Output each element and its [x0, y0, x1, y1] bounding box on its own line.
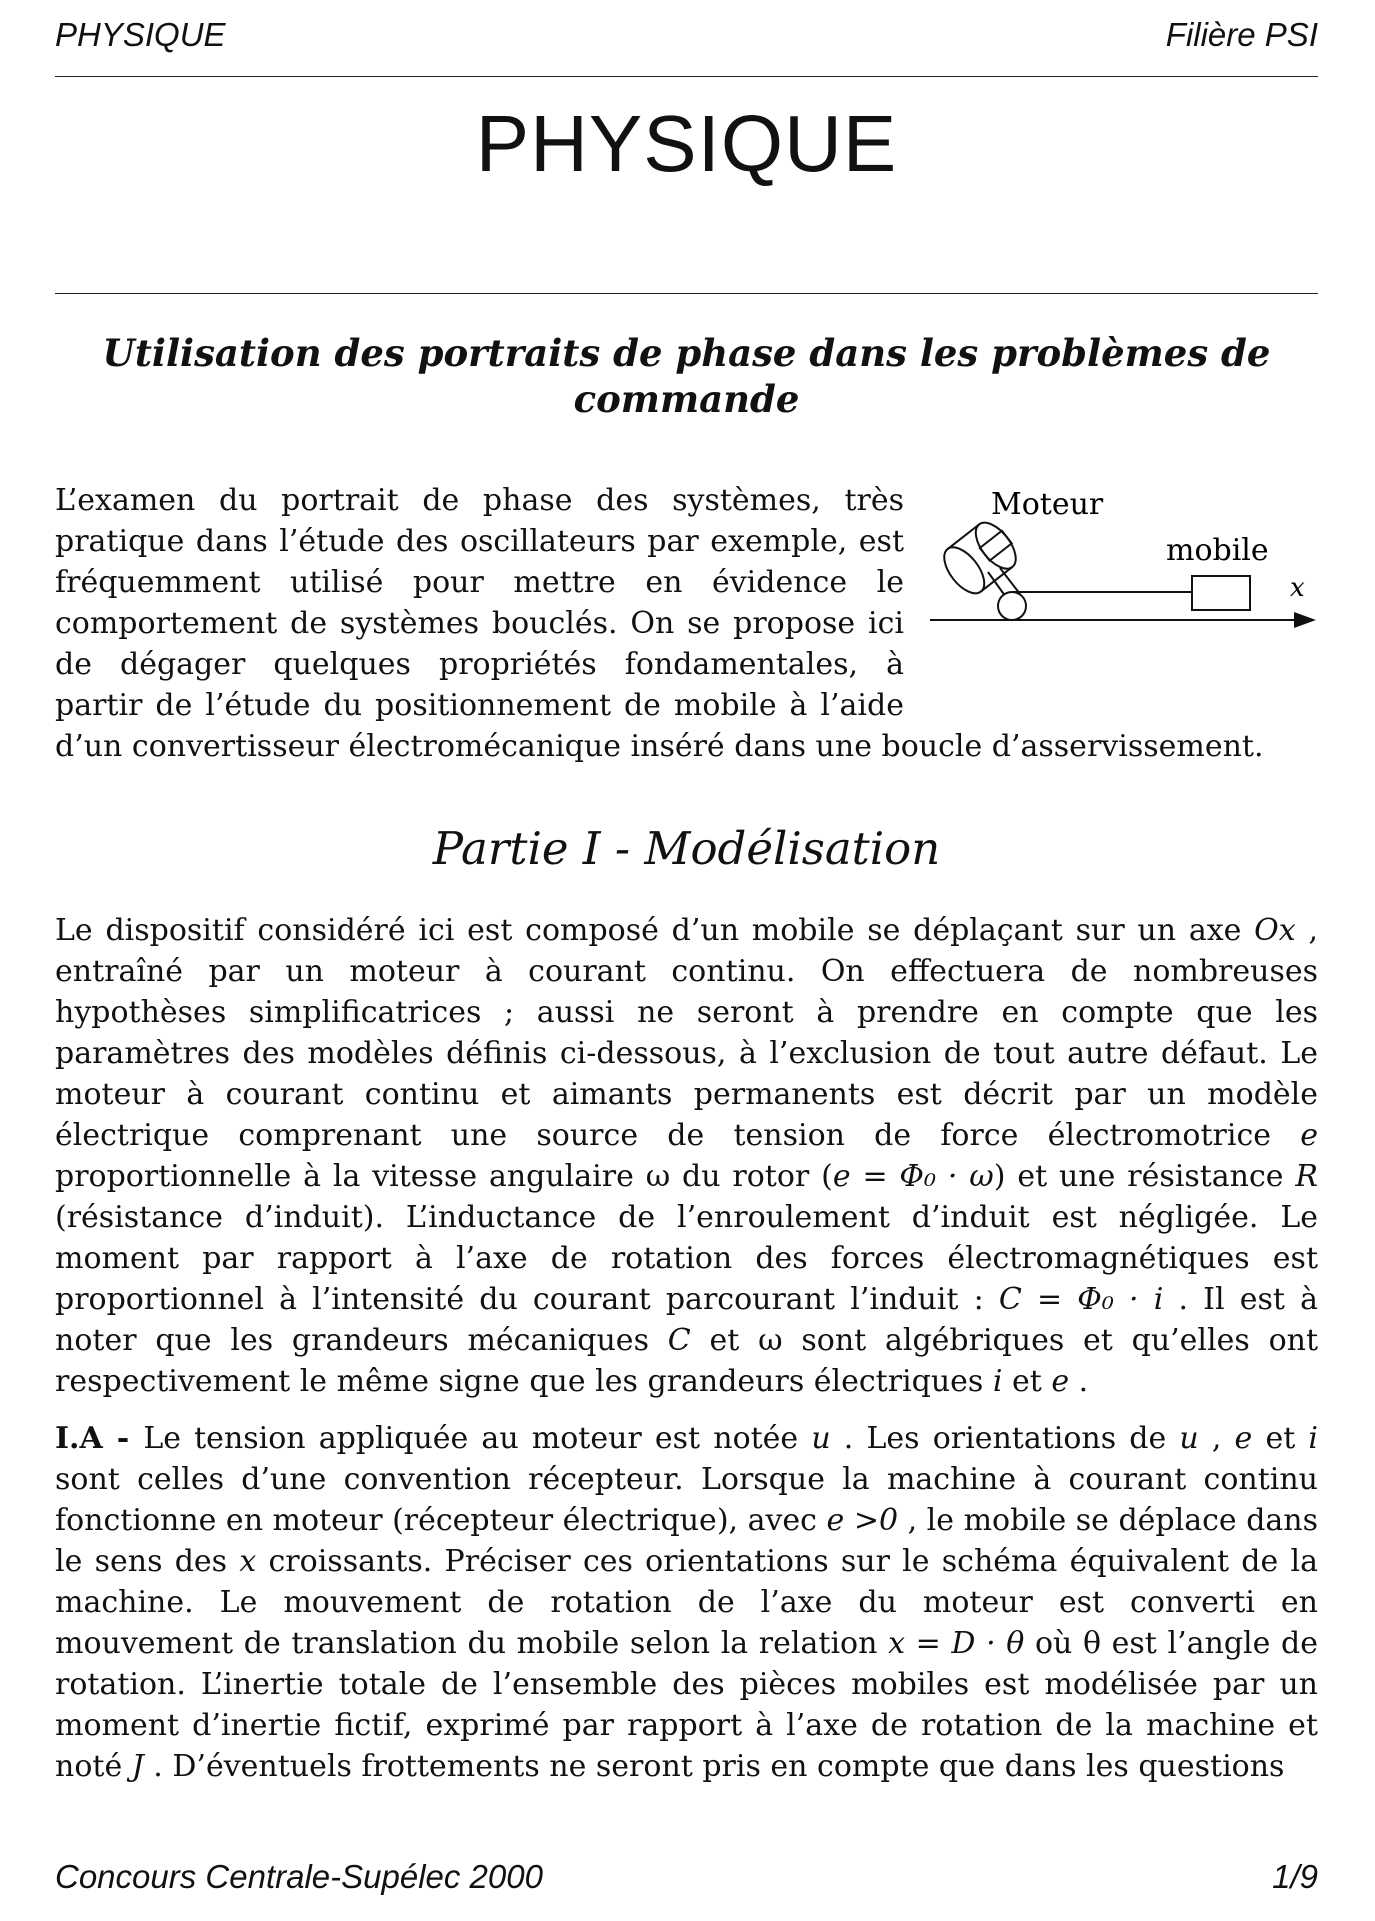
text-run: . Les orientations de	[830, 1421, 1180, 1456]
math-u: u	[1179, 1421, 1199, 1456]
x-axis-arrow	[930, 612, 1316, 628]
math-r: R	[1295, 1159, 1318, 1194]
text-run: ,	[1198, 1421, 1235, 1456]
math-translation-relation: x = D · θ	[888, 1626, 1025, 1661]
text-run: . Il est à noter que les grandeurs mécaniques	[55, 1282, 1318, 1358]
math-emf-relation: e = Φ₀ · ω	[832, 1159, 994, 1194]
exam-page	[55, 0, 1318, 1921]
text-run: proportionnelle à la vitesse angulaire ω du rotor (	[55, 1159, 833, 1194]
math-c: C	[667, 1323, 691, 1358]
model-paragraph	[55, 910, 1318, 1402]
intro-paragraph: L’examen du portrait de phase des systèmes, très pratique dans l’étude des oscillateurs par exemple, est fréquemment utilisé pour mettre en évidence le comportement de systèmes bouclés. On se propose ici de dégager quelques propriétés fondamentales, à partir de l’étude du positionnement de mobile à l’aide d’un convertisseur électromécanique inséré dans une boucle d’asservissement.	[55, 483, 1264, 764]
text-run: (résistance d’induit). L’inductance de l’enroulement d’induit est négligée. Le moment par rapport à l’axe de rotation des forces électromagnétiques est proportionnel à l’intensité du courant parcourant l’induit :	[55, 1200, 1318, 1317]
text-run: et	[1252, 1421, 1309, 1456]
text-run: croissants. Préciser ces orientations sur le schéma équivalent de la machine. Le mouvement de rotation de l’axe du moteur est converti en mouvement de translation du mobile selon la relation	[55, 1544, 1318, 1661]
math-ox: Ox	[1254, 913, 1296, 948]
title-rule	[55, 293, 1318, 294]
mobile-label: mobile	[1166, 533, 1269, 568]
header-track: Filière PSI	[1165, 16, 1318, 53]
text-run: et ω sont algébriques et qu’elles ont respectivement le même signe que les grandeurs électriques	[55, 1323, 1319, 1399]
math-i: i	[992, 1364, 1003, 1399]
text-run: .	[1069, 1364, 1089, 1399]
text-run: où θ est l’angle de rotation. L’inertie totale de l’ensemble des pièces mobiles est modélisée par un moment d’inertie fictif, exprimé par rapport à l’axe de rotation de la machine et noté	[55, 1626, 1318, 1784]
math-e: e	[1234, 1421, 1253, 1456]
math-e: e	[1051, 1364, 1070, 1399]
footer-contest: Concours Centrale-Supélec 2000	[55, 1858, 543, 1895]
text-run: sont celles d’une convention récepteur. Lorsque la machine à courant continu fonctionne en moteur (récepteur électrique), avec	[55, 1462, 1318, 1538]
problem-subtitle: Utilisation des portraits de phase dans les problèmes de commande	[102, 331, 1271, 421]
motor-body-icon	[937, 516, 1026, 620]
part-title: Partie I - Modélisation	[432, 822, 941, 875]
question-ia-paragraph	[55, 1418, 1318, 1787]
page-title: PHYSIQUE	[475, 99, 898, 188]
text-run: , entraîné par un moteur à courant continu. On effectuera de nombreuses hypothèses simplificatrices ; aussi ne seront à prendre en compte que les paramètres des modèles définis ci-dessous, à l’exclusion de tout autre défaut. Le moteur à courant continu et aimants permanents est décrit par un modèle électrique comprenant une source de tension de force électromotrice	[55, 913, 1318, 1153]
question-label: I.A -	[55, 1421, 144, 1456]
math-x: x	[239, 1544, 257, 1579]
header-rule	[55, 76, 1318, 77]
axis-label: x	[1290, 573, 1305, 603]
math-e-positive: e >0	[826, 1503, 899, 1538]
text-run: Le tension appliquée au moteur est notée	[143, 1421, 812, 1456]
mobile-block	[1192, 576, 1250, 610]
motor-mobile-diagram	[928, 480, 1318, 690]
math-torque-relation: C = Φ₀ · i	[998, 1282, 1164, 1317]
math-u: u	[811, 1421, 831, 1456]
math-e: e	[1300, 1118, 1318, 1153]
text-run: et	[1002, 1364, 1052, 1399]
header-subject: PHYSIQUE	[55, 16, 226, 53]
page-header	[55, 16, 1318, 60]
text-run: ) et une résistance	[993, 1159, 1296, 1194]
page-footer	[55, 1858, 1318, 1902]
text-run: , le mobile se déplace dans le sens des	[55, 1503, 1318, 1579]
page-number: 1/9	[1272, 1858, 1318, 1895]
text-run: Le dispositif considéré ici est composé d’un mobile se déplaçant sur un axe	[55, 913, 1255, 948]
intro-block	[55, 480, 1318, 767]
math-i: i	[1308, 1421, 1319, 1456]
text-run: . D’éventuels frottements ne seront pris en compte que dans les questions	[143, 1749, 1285, 1784]
motor-label: Moteur	[991, 487, 1104, 522]
math-j: J	[131, 1749, 144, 1784]
